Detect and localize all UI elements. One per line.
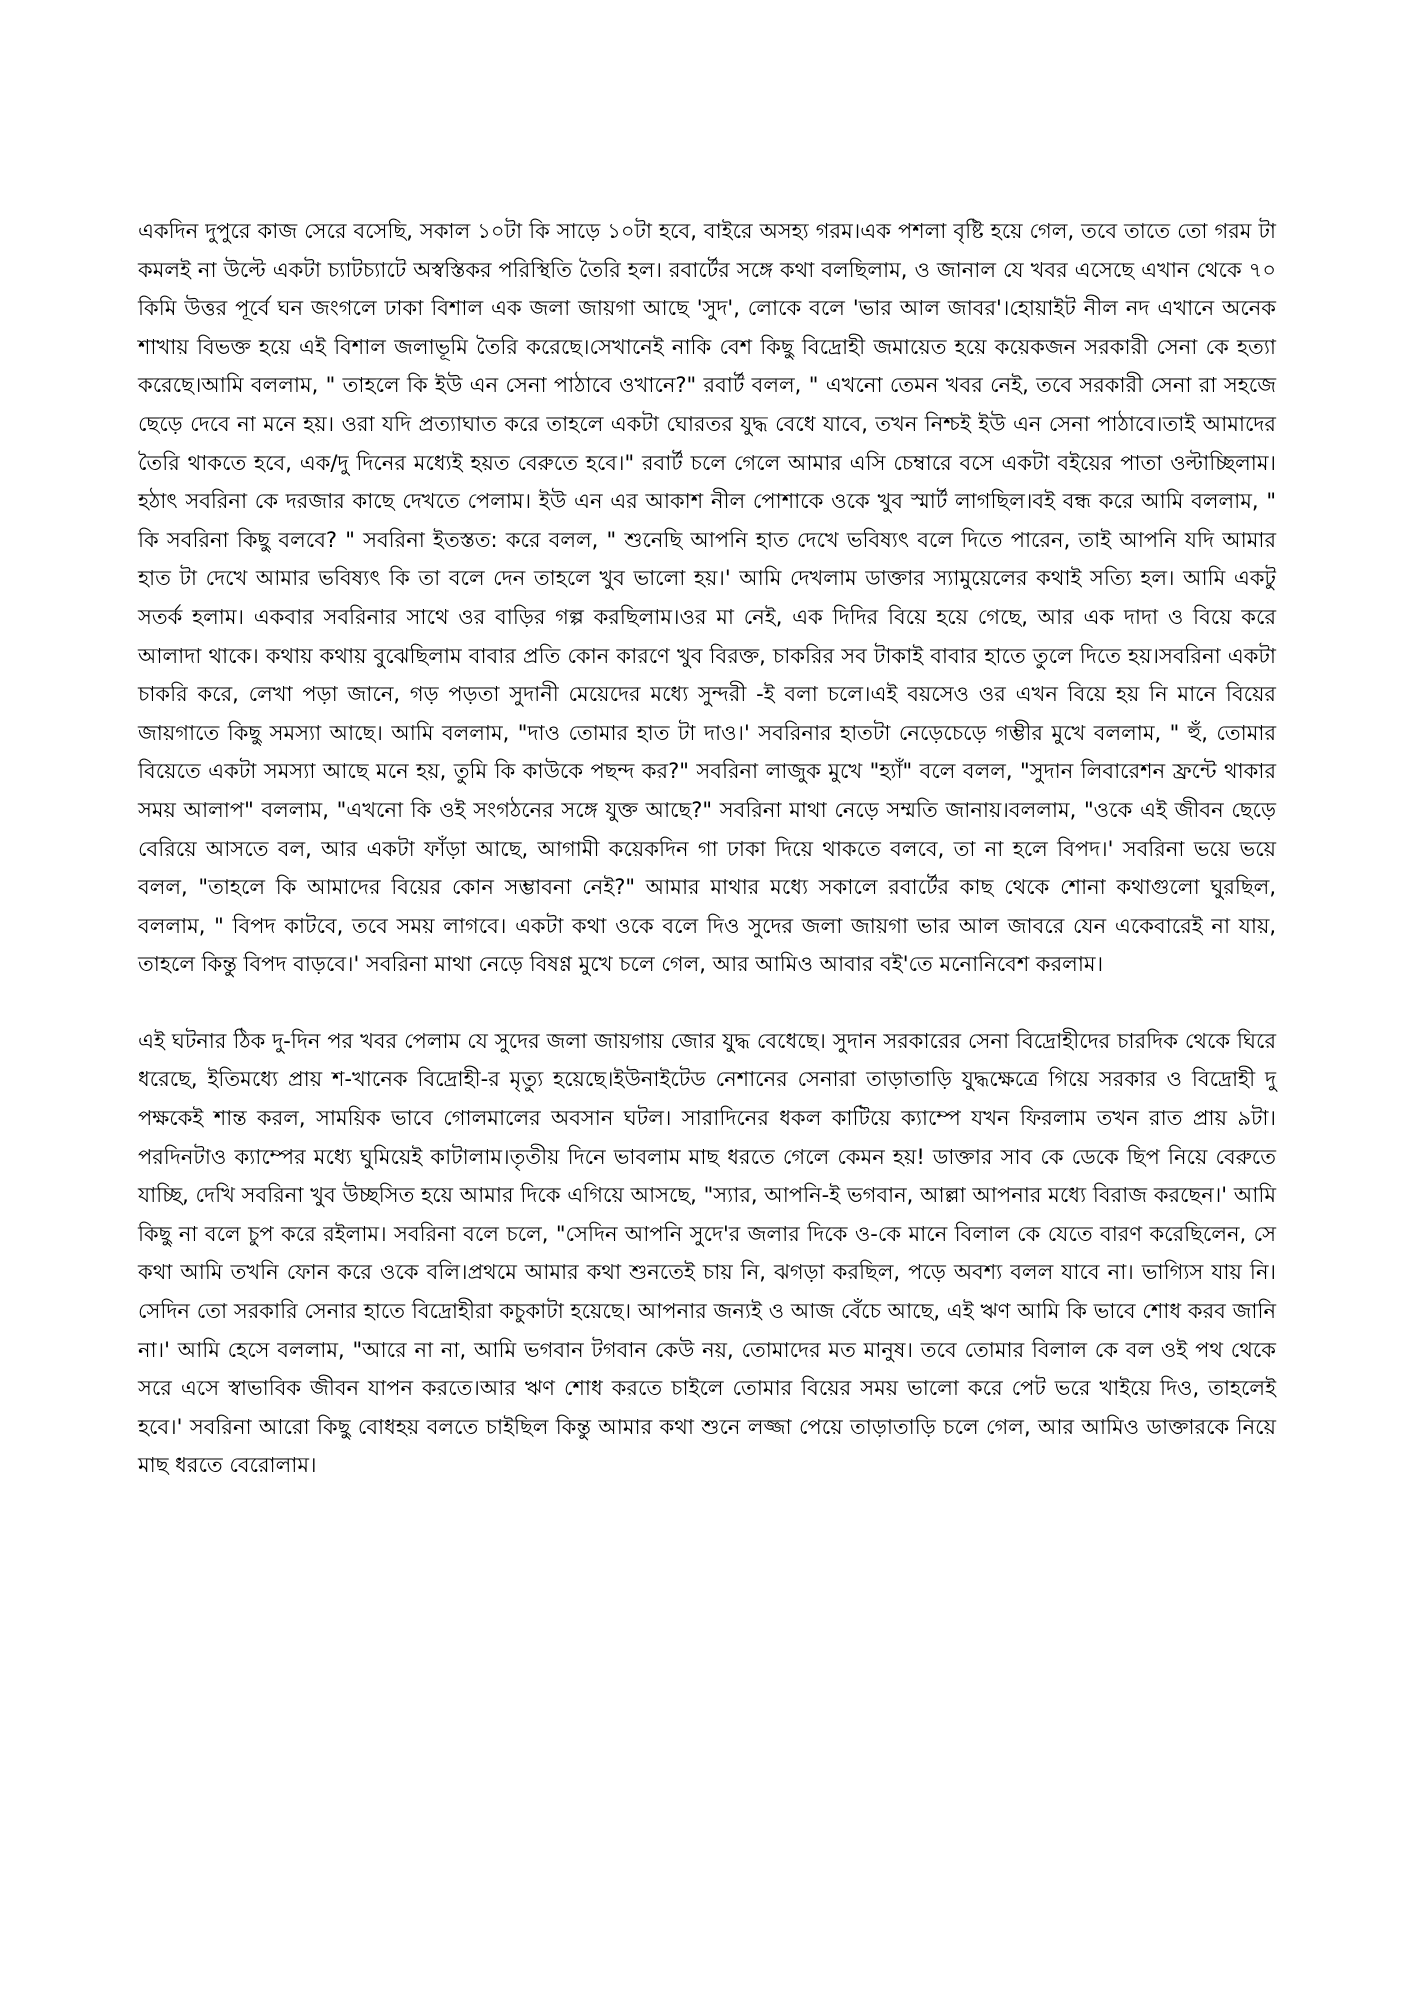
paragraph-1: একদিন দুপুরে কাজ সেরে বসেছি, সকাল ১০টা কি সাড়ে ১০টা হবে, বাইরে অসহ্য গরম।এক পশলা বৃষ্টি হয়ে গেল, তবে তাতে তো গরম টা কমলই না উল্টে একটা চ্যাটচ্যাটে অস্বস্তিকর পরিস্থিতি তৈরি হল। রবার্টের সঙ্গে কথা বলছিলাম, ও জানাল যে খবর এসেছে এখান থেকে ৭০ কিমি উত্তর পূর্বে ঘন জংগলে ঢাকা বিশাল এক জলা জায়গা আছে 'সুদ', লোকে বলে 'ভার আল জাবর'।হোয়াইট নীল নদ এখানে অনেক শাখায় বিভক্ত হয়ে এই বিশাল জলাভূমি তৈরি করেছে।সেখানেই নাকি বেশ কিছু বিদ্রোহী জমায়েত হয়ে কয়েকজন সরকারী সেনা কে হত্যা করেছে।আমি বললাম, " তাহলে কি ইউ এন সেনা পাঠাবে ওখানে?" রবার্ট বলল, " এখনো তেমন খবর নেই, তবে সরকারী সেনা রা সহজে ছেড়ে দেবে না মনে হয়। ওরা যদি প্রত্যাঘাত করে তাহলে একটা ঘোরতর যুদ্ধ বেধে যাবে, তখন নিশ্চই ইউ এন সেনা পাঠাবে।তাই আমাদের তৈরি থাকতে হবে, এক/দু দিনের মধ্যেই হয়ত বেরুতে হবে।" রবার্ট চলে গেলে আমার এসি চেম্বারে বসে একটা বইয়ের পাতা ওল্টাচ্ছিলাম। হঠাৎ সবরিনা কে দরজার কাছে দেখতে পেলাম। ইউ এন এর আকাশ নীল পোশাকে ওকে খুব স্মার্ট লাগছিল।বই বন্ধ করে আমি বললাম, " কি সবরিনা কিছু বলবে? " সবরিনা ইতস্তত: করে বলল, " শুনেছি আপনি হাত দেখে ভবিষ্যৎ বলে দিতে পারেন, তাই আপনি যদি আমার হাত টা দেখে আমার ভবিষ্যৎ কি তা বলে দেন তাহলে খুব ভালো হয়।' আমি দেখলাম ডাক্তার স্যামুয়েলের কথাই সত্যি হল। আমি একটু সতর্ক হলাম। একবার সবরিনার সাথে ওর বাড়ির গল্প করছিলাম।ওর মা নেই, এক দিদির বিয়ে হয়ে গেছে, আর এক দাদা ও বিয়ে করে আলাদা থাকে। কথায় কথায় বুঝেছিলাম বাবার প্রতি কোন কারণে খুব বিরক্ত, চাকরির সব টাকাই বাবার হাতে তুলে দিতে হয়।সবরিনা একটা চাকরি করে, লেখা পড়া জানে, গড় পড়তা সুদানী মেয়েদের মধ্যে সুন্দরী -ই বলা চলে।এই বয়সেও ওর এখন বিয়ে হয় নি মানে বিয়ের জায়গাতে কিছু সমস্যা আছে। আমি বললাম, "দাও তোমার হাত টা দাও।' সবরিনার হাতটা নেড়েচেড়ে গম্ভীর মুখে বললাম, " হুঁ, তোমার বিয়েতে একটা সমস্যা আছে মনে হয়, তুমি কি কাউকে পছন্দ কর?" সবরিনা লাজুক মুখে "হ্যাঁ" বলে বলল, "সুদান লিবারেশন ফ্রন্টে থাকার সময় আলাপ" বললাম, "এখনো কি ওই সংগঠনের সঙ্গে যুক্ত আছে?" সবরিনা মাথা নেড়ে সম্মতি জানায়।বললাম, "ওকে এই জীবন ছেড়ে বেরিয়ে আসতে বল, আর একটা ফাঁড়া আছে, আগামী কয়েকদিন গা ঢাকা দিয়ে থাকতে বলবে, তা না হলে বিপদ।' সবরিনা ভয়ে ভয়ে বলল, "তাহলে কি আমাদের বিয়ের কোন সম্ভাবনা নেই?" আমার মাথার মধ্যে সকালে রবার্টের কাছ থেকে শোনা কথাগুলো ঘুরছিল, বললাম, " বিপদ কাটবে, তবে সময় লাগবে। একটা কথা ওকে বলে দিও সুদের জলা জায়গা ভার আল জাবরে যেন একেবারেই না যায়, তাহলে কিন্তু বিপদ বাড়বে।' সবরিনা মাথা নেড়ে বিষণ্ণ মুখে চলে গেল, আর আমিও আবার বই'তে মনোনিবেশ করলাম। bbox=[138, 219, 1276, 977]
document-page bbox=[138, 212, 1276, 1485]
paragraph-2: এই ঘটনার ঠিক দু-দিন পর খবর পেলাম যে সুদের জলা জায়গায় জোর যুদ্ধ বেধেছে। সুদান সরকারের সেনা বিদ্রোহীদের চারদিক থেকে ঘিরে ধরেছে, ইতিমধ্যে প্রায় শ-খানেক বিদ্রোহী-র মৃত্যু হয়েছে।ইউনাইটেড নেশানের সেনারা তাড়াতাড়ি যুদ্ধক্ষেত্রে গিয়ে সরকার ও বিদ্রোহী দু পক্ষকেই শান্ত করল, সাময়িক ভাবে গোলমালের অবসান ঘটল। সারাদিনের ধকল কাটিয়ে ক্যাম্পে যখন ফিরলাম তখন রাত প্রায় ৯টা। পরদিনটাও ক্যাম্পের মধ্যে ঘুমিয়েই কাটালাম।তৃতীয় দিনে ভাবলাম মাছ ধরতে গেলে কেমন হয়! ডাক্তার সাব কে ডেকে ছিপ নিয়ে বেরুতে যাচ্ছি, দেখি সবরিনা খুব উচ্ছসিত হয়ে আমার দিকে এগিয়ে আসছে, "স্যার, আপনি-ই ভগবান, আল্লা আপনার মধ্যে বিরাজ করছেন।' আমি কিছু না বলে চুপ করে রইলাম। সবরিনা বলে চলে, "সেদিন আপনি সুদে'র জলার দিকে ও-কে মানে বিলাল কে যেতে বারণ করেছিলেন, সে কথা আমি তখনি ফোন করে ওকে বলি।প্রথমে আমার কথা শুনতেই চায় নি, ঝগড়া করছিল, পড়ে অবশ্য বলল যাবে না। ভাগ্যিস যায় নি।সেদিন তো সরকারি সেনার হাতে বিদ্রোহীরা কচুকাটা হয়েছে। আপনার জন্যই ও আজ বেঁচে আছে, এই ঋণ আমি কি ভাবে শোধ করব জানি না।' আমি হেসে বললাম, "আরে না না, আমি ভগবান টগবান কেউ নয়, তোমাদের মত মানুষ। তবে তোমার বিলাল কে বল ওই পথ থেকে সরে এসে স্বাভাবিক জীবন যাপন করতে।আর ঋণ শোধ করতে চাইলে তোমার বিয়ের সময় ভালো করে পেট ভরে খাইয়ে দিও, তাহলেই হবে।' সবরিনা আরো কিছু বোধহয় বলতে চাইছিল কিন্তু আমার কথা শুনে লজ্জা পেয়ে তাড়াতাড়ি চলে গেল, আর আমিও ডাক্তারকে নিয়ে মাছ ধরতে বেরোলাম। bbox=[138, 1028, 1276, 1478]
